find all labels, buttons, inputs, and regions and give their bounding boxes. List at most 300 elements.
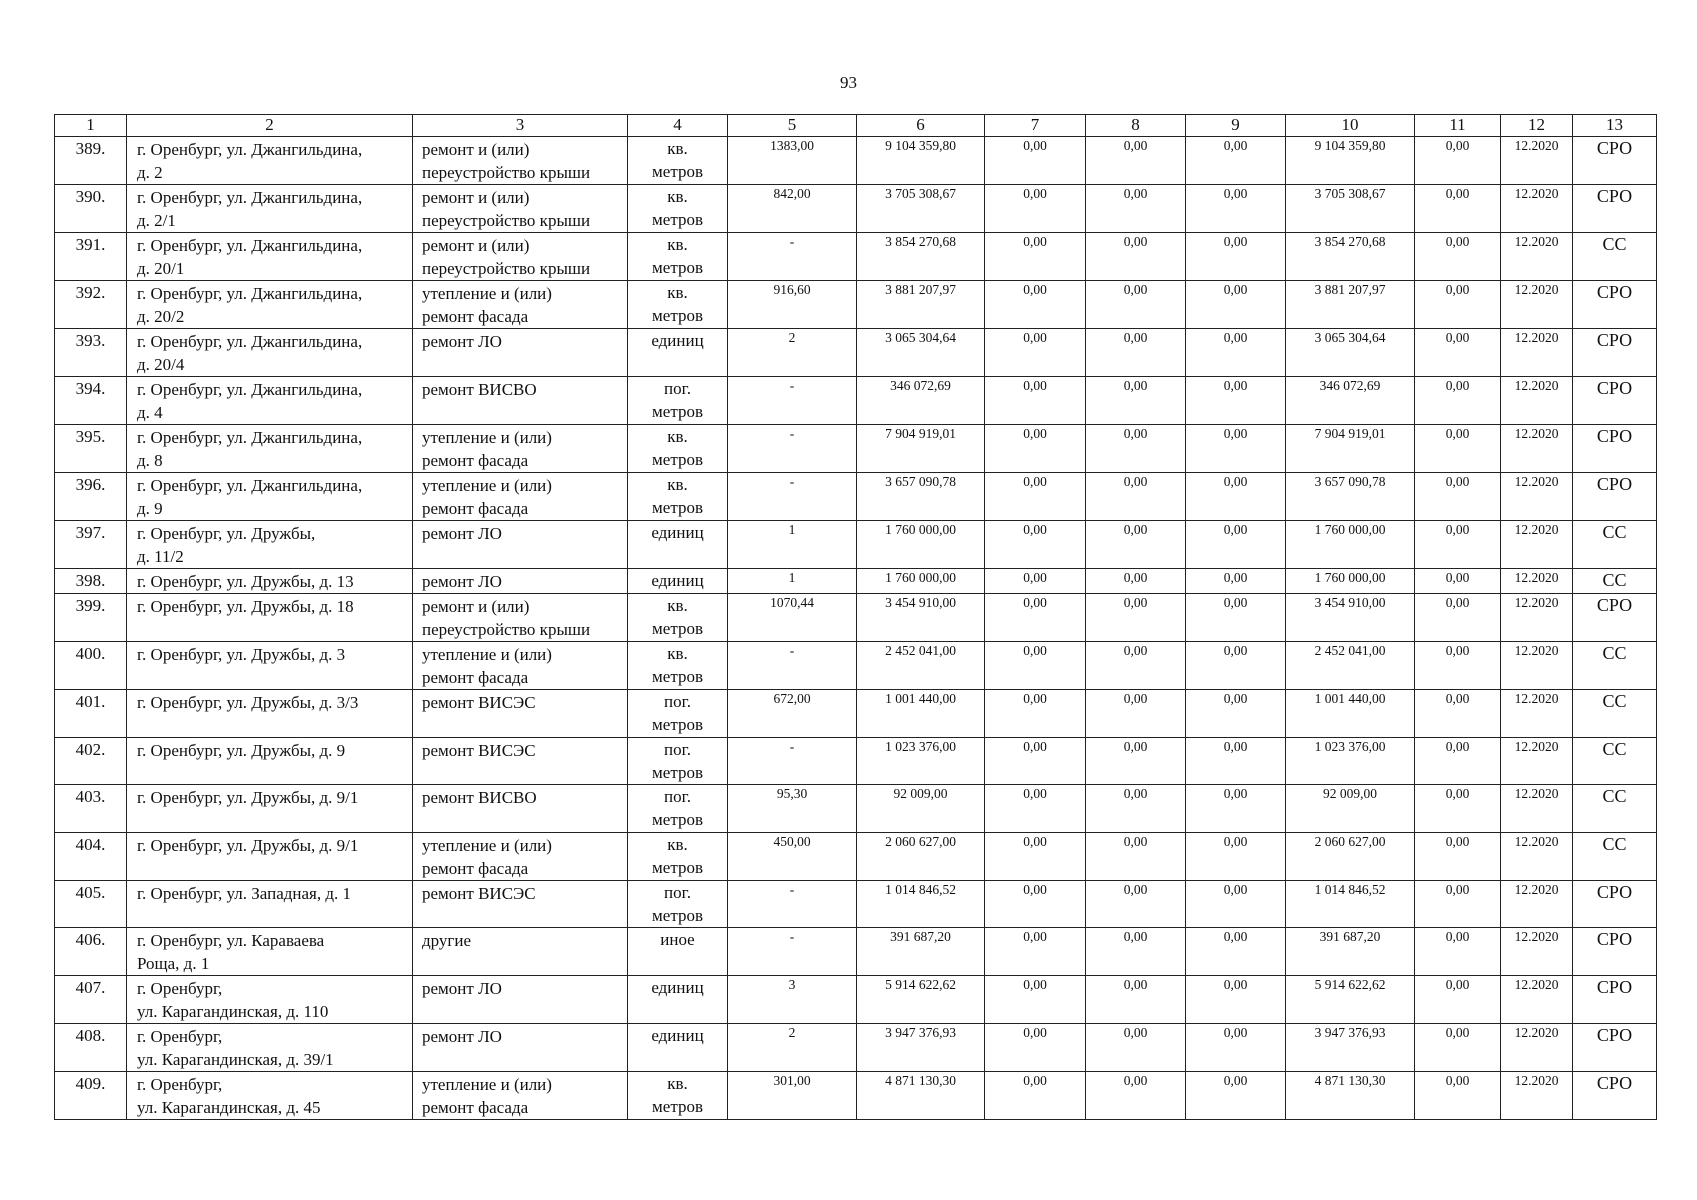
row-number: 392.: [55, 281, 127, 329]
work-type-cell: ремонт ВИСЭС: [413, 690, 628, 738]
volume-cell: 1070,44: [728, 594, 857, 642]
total-cost-cell: 1 760 000,00: [857, 569, 985, 594]
fund-cost-cell: 2 452 041,00: [1286, 642, 1415, 690]
value-cell: 0,00: [1086, 233, 1186, 281]
value-cell: 0,00: [1186, 521, 1286, 569]
value-cell: 0,00: [1086, 880, 1186, 928]
column-header: 5: [728, 115, 857, 137]
value-cell: 0,00: [1415, 281, 1501, 329]
unit-cell: единиц: [628, 976, 728, 1024]
deadline-cell: 12.2020: [1501, 690, 1573, 738]
address-cell: г. Оренбург, ул. Западная, д. 1: [127, 880, 413, 928]
deadline-cell: 12.2020: [1501, 521, 1573, 569]
fund-cost-cell: 1 760 000,00: [1286, 521, 1415, 569]
value-cell: 0,00: [1186, 1072, 1286, 1120]
volume-cell: 3: [728, 976, 857, 1024]
value-cell: 0,00: [1186, 737, 1286, 785]
value-cell: 0,00: [985, 832, 1086, 880]
table-body: [55, 137, 1657, 1120]
row-number: 400.: [55, 642, 127, 690]
value-cell: 0,00: [985, 737, 1086, 785]
work-type-cell: ремонт и (или) переустройство крыши: [413, 594, 628, 642]
deadline-cell: 12.2020: [1501, 785, 1573, 833]
column-header: 6: [857, 115, 985, 137]
deadline-cell: 12.2020: [1501, 1072, 1573, 1120]
deadline-cell: 12.2020: [1501, 569, 1573, 594]
work-type-cell: ремонт ЛО: [413, 976, 628, 1024]
work-type-cell: утепление и (или) ремонт фасада: [413, 473, 628, 521]
value-cell: 0,00: [1086, 281, 1186, 329]
table-row: [55, 137, 1657, 185]
fund-cost-cell: 5 914 622,62: [1286, 976, 1415, 1024]
row-number: 396.: [55, 473, 127, 521]
value-cell: 0,00: [1086, 473, 1186, 521]
volume-cell: 2: [728, 329, 857, 377]
table-row: [55, 785, 1657, 833]
total-cost-cell: 7 904 919,01: [857, 425, 985, 473]
value-cell: 0,00: [1415, 233, 1501, 281]
table-row: [55, 185, 1657, 233]
column-header: 9: [1186, 115, 1286, 137]
table-row: [55, 594, 1657, 642]
row-number: 404.: [55, 832, 127, 880]
value-cell: 0,00: [1186, 473, 1286, 521]
table-row: [55, 642, 1657, 690]
value-cell: 0,00: [1086, 594, 1186, 642]
value-cell: 0,00: [1086, 1024, 1186, 1072]
total-cost-cell: 3 947 376,93: [857, 1024, 985, 1072]
address-cell: г. Оренбург, ул. Джангильдина, д. 20/1: [127, 233, 413, 281]
value-cell: 0,00: [1415, 976, 1501, 1024]
unit-cell: кв. метров: [628, 425, 728, 473]
table-row: [55, 690, 1657, 738]
unit-cell: единиц: [628, 521, 728, 569]
source-cell: СРО: [1573, 377, 1657, 425]
total-cost-cell: 3 454 910,00: [857, 594, 985, 642]
address-cell: г. Оренбург, ул. Карагандинская, д. 39/1: [127, 1024, 413, 1072]
table-row: [55, 473, 1657, 521]
value-cell: 0,00: [1186, 785, 1286, 833]
unit-cell: пог. метров: [628, 690, 728, 738]
fund-cost-cell: 3 065 304,64: [1286, 329, 1415, 377]
volume-cell: 1: [728, 569, 857, 594]
row-number: 391.: [55, 233, 127, 281]
deadline-cell: 12.2020: [1501, 281, 1573, 329]
address-cell: г. Оренбург, ул. Джангильдина, д. 4: [127, 377, 413, 425]
value-cell: 0,00: [985, 976, 1086, 1024]
source-cell: СРО: [1573, 473, 1657, 521]
value-cell: 0,00: [1415, 185, 1501, 233]
value-cell: 0,00: [1086, 690, 1186, 738]
source-cell: СРО: [1573, 425, 1657, 473]
source-cell: СРО: [1573, 281, 1657, 329]
value-cell: 0,00: [985, 425, 1086, 473]
value-cell: 0,00: [1086, 329, 1186, 377]
address-cell: г. Оренбург, ул. Джангильдина, д. 20/2: [127, 281, 413, 329]
column-header: 13: [1573, 115, 1657, 137]
source-cell: СС: [1573, 785, 1657, 833]
deadline-cell: 12.2020: [1501, 233, 1573, 281]
unit-cell: единиц: [628, 569, 728, 594]
source-cell: СРО: [1573, 1024, 1657, 1072]
volume-cell: 2: [728, 1024, 857, 1072]
value-cell: 0,00: [1086, 521, 1186, 569]
value-cell: 0,00: [1086, 976, 1186, 1024]
work-type-cell: утепление и (или) ремонт фасада: [413, 1072, 628, 1120]
value-cell: 0,00: [985, 594, 1086, 642]
total-cost-cell: 3 881 207,97: [857, 281, 985, 329]
value-cell: 0,00: [1186, 1024, 1286, 1072]
table-row: [55, 377, 1657, 425]
value-cell: 0,00: [1186, 329, 1286, 377]
volume-cell: -: [728, 928, 857, 976]
source-cell: СС: [1573, 521, 1657, 569]
source-cell: СРО: [1573, 976, 1657, 1024]
value-cell: 0,00: [1086, 137, 1186, 185]
address-cell: г. Оренбург, ул. Дружбы, д. 3: [127, 642, 413, 690]
value-cell: 0,00: [1415, 690, 1501, 738]
row-number: 398.: [55, 569, 127, 594]
fund-cost-cell: 1 001 440,00: [1286, 690, 1415, 738]
unit-cell: кв. метров: [628, 185, 728, 233]
address-cell: г. Оренбург, ул. Дружбы, д. 11/2: [127, 521, 413, 569]
work-type-cell: ремонт ВИСЭС: [413, 737, 628, 785]
value-cell: 0,00: [1415, 832, 1501, 880]
source-cell: СС: [1573, 737, 1657, 785]
value-cell: 0,00: [1415, 569, 1501, 594]
value-cell: 0,00: [1415, 1024, 1501, 1072]
value-cell: 0,00: [1415, 473, 1501, 521]
unit-cell: кв. метров: [628, 281, 728, 329]
unit-cell: пог. метров: [628, 785, 728, 833]
address-cell: г. Оренбург, ул. Карагандинская, д. 110: [127, 976, 413, 1024]
repair-schedule-table: [54, 114, 1657, 1120]
column-header: 12: [1501, 115, 1573, 137]
address-cell: г. Оренбург, ул. Дружбы, д. 18: [127, 594, 413, 642]
value-cell: 0,00: [1186, 569, 1286, 594]
row-number: 399.: [55, 594, 127, 642]
value-cell: 0,00: [985, 377, 1086, 425]
value-cell: 0,00: [1415, 928, 1501, 976]
row-number: 395.: [55, 425, 127, 473]
total-cost-cell: 4 871 130,30: [857, 1072, 985, 1120]
fund-cost-cell: 2 060 627,00: [1286, 832, 1415, 880]
fund-cost-cell: 3 657 090,78: [1286, 473, 1415, 521]
deadline-cell: 12.2020: [1501, 928, 1573, 976]
value-cell: 0,00: [1186, 377, 1286, 425]
value-cell: 0,00: [985, 185, 1086, 233]
column-header: 11: [1415, 115, 1501, 137]
value-cell: 0,00: [985, 642, 1086, 690]
address-cell: г. Оренбург, ул. Дружбы, д. 9/1: [127, 785, 413, 833]
address-cell: г. Оренбург, ул. Караваева Роща, д. 1: [127, 928, 413, 976]
volume-cell: -: [728, 880, 857, 928]
value-cell: 0,00: [1415, 521, 1501, 569]
table-row: [55, 880, 1657, 928]
source-cell: СРО: [1573, 928, 1657, 976]
page-number: 93: [840, 73, 857, 92]
volume-cell: 1: [728, 521, 857, 569]
source-cell: СС: [1573, 233, 1657, 281]
fund-cost-cell: 3 854 270,68: [1286, 233, 1415, 281]
value-cell: 0,00: [1415, 880, 1501, 928]
column-header: 3: [413, 115, 628, 137]
total-cost-cell: 3 065 304,64: [857, 329, 985, 377]
work-type-cell: ремонт ВИСЭС: [413, 880, 628, 928]
table-row: [55, 233, 1657, 281]
fund-cost-cell: 1 760 000,00: [1286, 569, 1415, 594]
value-cell: 0,00: [1415, 1072, 1501, 1120]
unit-cell: кв. метров: [628, 233, 728, 281]
unit-cell: единиц: [628, 329, 728, 377]
row-number: 389.: [55, 137, 127, 185]
unit-cell: кв. метров: [628, 642, 728, 690]
value-cell: 0,00: [1086, 642, 1186, 690]
work-type-cell: ремонт ЛО: [413, 521, 628, 569]
unit-cell: кв. метров: [628, 594, 728, 642]
source-cell: СРО: [1573, 329, 1657, 377]
source-cell: СРО: [1573, 880, 1657, 928]
value-cell: 0,00: [1186, 928, 1286, 976]
fund-cost-cell: 346 072,69: [1286, 377, 1415, 425]
volume-cell: -: [728, 377, 857, 425]
work-type-cell: ремонт ВИСВО: [413, 377, 628, 425]
column-header: 4: [628, 115, 728, 137]
value-cell: 0,00: [1086, 737, 1186, 785]
value-cell: 0,00: [985, 785, 1086, 833]
value-cell: 0,00: [1415, 737, 1501, 785]
table-row: [55, 1072, 1657, 1120]
row-number: 406.: [55, 928, 127, 976]
row-number: 402.: [55, 737, 127, 785]
row-number: 403.: [55, 785, 127, 833]
volume-cell: -: [728, 737, 857, 785]
address-cell: г. Оренбург, ул. Дружбы, д. 9/1: [127, 832, 413, 880]
value-cell: 0,00: [985, 281, 1086, 329]
value-cell: 0,00: [985, 137, 1086, 185]
value-cell: 0,00: [985, 690, 1086, 738]
value-cell: 0,00: [1086, 928, 1186, 976]
work-type-cell: ремонт и (или) переустройство крыши: [413, 233, 628, 281]
fund-cost-cell: 4 871 130,30: [1286, 1072, 1415, 1120]
unit-cell: кв. метров: [628, 473, 728, 521]
value-cell: 0,00: [1186, 281, 1286, 329]
address-cell: г. Оренбург, ул. Дружбы, д. 9: [127, 737, 413, 785]
header-row: [55, 115, 1657, 137]
work-type-cell: другие: [413, 928, 628, 976]
unit-cell: иное: [628, 928, 728, 976]
deadline-cell: 12.2020: [1501, 377, 1573, 425]
deadline-cell: 12.2020: [1501, 329, 1573, 377]
table-row: [55, 569, 1657, 594]
value-cell: 0,00: [1186, 185, 1286, 233]
value-cell: 0,00: [1415, 594, 1501, 642]
address-cell: г. Оренбург, ул. Дружбы, д. 3/3: [127, 690, 413, 738]
work-type-cell: ремонт ЛО: [413, 1024, 628, 1072]
value-cell: 0,00: [985, 569, 1086, 594]
unit-cell: пог. метров: [628, 377, 728, 425]
row-number: 408.: [55, 1024, 127, 1072]
work-type-cell: ремонт ЛО: [413, 569, 628, 594]
fund-cost-cell: 92 009,00: [1286, 785, 1415, 833]
fund-cost-cell: 9 104 359,80: [1286, 137, 1415, 185]
volume-cell: 916,60: [728, 281, 857, 329]
fund-cost-cell: 3 705 308,67: [1286, 185, 1415, 233]
volume-cell: -: [728, 425, 857, 473]
address-cell: г. Оренбург, ул. Дружбы, д. 13: [127, 569, 413, 594]
value-cell: 0,00: [1086, 377, 1186, 425]
unit-cell: кв. метров: [628, 832, 728, 880]
column-header: 8: [1086, 115, 1186, 137]
table-row: [55, 281, 1657, 329]
deadline-cell: 12.2020: [1501, 425, 1573, 473]
table-row: [55, 976, 1657, 1024]
total-cost-cell: 2 060 627,00: [857, 832, 985, 880]
table-row: [55, 737, 1657, 785]
volume-cell: 95,30: [728, 785, 857, 833]
value-cell: 0,00: [985, 233, 1086, 281]
row-number: 407.: [55, 976, 127, 1024]
table-row: [55, 521, 1657, 569]
unit-cell: пог. метров: [628, 880, 728, 928]
total-cost-cell: 1 023 376,00: [857, 737, 985, 785]
value-cell: 0,00: [1415, 329, 1501, 377]
source-cell: СС: [1573, 642, 1657, 690]
deadline-cell: 12.2020: [1501, 832, 1573, 880]
value-cell: 0,00: [1415, 425, 1501, 473]
address-cell: г. Оренбург, ул. Джангильдина, д. 8: [127, 425, 413, 473]
row-number: 394.: [55, 377, 127, 425]
address-cell: г. Оренбург, ул. Джангильдина, д. 9: [127, 473, 413, 521]
table-row: [55, 425, 1657, 473]
value-cell: 0,00: [985, 928, 1086, 976]
address-cell: г. Оренбург, ул. Джангильдина, д. 2: [127, 137, 413, 185]
work-type-cell: утепление и (или) ремонт фасада: [413, 281, 628, 329]
fund-cost-cell: 1 014 846,52: [1286, 880, 1415, 928]
volume-cell: -: [728, 642, 857, 690]
row-number: 390.: [55, 185, 127, 233]
value-cell: 0,00: [1086, 832, 1186, 880]
work-type-cell: утепление и (или) ремонт фасада: [413, 642, 628, 690]
total-cost-cell: 3 854 270,68: [857, 233, 985, 281]
deadline-cell: 12.2020: [1501, 1024, 1573, 1072]
value-cell: 0,00: [1415, 137, 1501, 185]
value-cell: 0,00: [985, 329, 1086, 377]
value-cell: 0,00: [985, 880, 1086, 928]
value-cell: 0,00: [1186, 690, 1286, 738]
value-cell: 0,00: [1186, 880, 1286, 928]
unit-cell: единиц: [628, 1024, 728, 1072]
deadline-cell: 12.2020: [1501, 594, 1573, 642]
value-cell: 0,00: [1086, 425, 1186, 473]
unit-cell: кв. метров: [628, 137, 728, 185]
source-cell: СС: [1573, 690, 1657, 738]
source-cell: СРО: [1573, 137, 1657, 185]
source-cell: СРО: [1573, 185, 1657, 233]
value-cell: 0,00: [1186, 976, 1286, 1024]
volume-cell: 450,00: [728, 832, 857, 880]
deadline-cell: 12.2020: [1501, 642, 1573, 690]
source-cell: СС: [1573, 569, 1657, 594]
column-header: 10: [1286, 115, 1415, 137]
table-row: [55, 1024, 1657, 1072]
work-type-cell: утепление и (или) ремонт фасада: [413, 425, 628, 473]
source-cell: СС: [1573, 832, 1657, 880]
source-cell: СРО: [1573, 1072, 1657, 1120]
total-cost-cell: 391 687,20: [857, 928, 985, 976]
value-cell: 0,00: [1186, 642, 1286, 690]
address-cell: г. Оренбург, ул. Джангильдина, д. 20/4: [127, 329, 413, 377]
total-cost-cell: 9 104 359,80: [857, 137, 985, 185]
total-cost-cell: 3 657 090,78: [857, 473, 985, 521]
total-cost-cell: 1 014 846,52: [857, 880, 985, 928]
value-cell: 0,00: [1415, 642, 1501, 690]
volume-cell: -: [728, 473, 857, 521]
total-cost-cell: 5 914 622,62: [857, 976, 985, 1024]
value-cell: 0,00: [985, 1072, 1086, 1120]
value-cell: 0,00: [1186, 594, 1286, 642]
row-number: 401.: [55, 690, 127, 738]
value-cell: 0,00: [1086, 785, 1186, 833]
deadline-cell: 12.2020: [1501, 473, 1573, 521]
table-row: [55, 832, 1657, 880]
value-cell: 0,00: [1415, 377, 1501, 425]
value-cell: 0,00: [1186, 137, 1286, 185]
column-header: 7: [985, 115, 1086, 137]
work-type-cell: ремонт и (или) переустройство крыши: [413, 137, 628, 185]
deadline-cell: 12.2020: [1501, 137, 1573, 185]
value-cell: 0,00: [985, 1024, 1086, 1072]
total-cost-cell: 92 009,00: [857, 785, 985, 833]
row-number: 397.: [55, 521, 127, 569]
column-header: 2: [127, 115, 413, 137]
value-cell: 0,00: [1186, 233, 1286, 281]
value-cell: 0,00: [985, 473, 1086, 521]
deadline-cell: 12.2020: [1501, 737, 1573, 785]
total-cost-cell: 1 760 000,00: [857, 521, 985, 569]
fund-cost-cell: 7 904 919,01: [1286, 425, 1415, 473]
fund-cost-cell: 3 454 910,00: [1286, 594, 1415, 642]
unit-cell: кв. метров: [628, 1072, 728, 1120]
work-type-cell: ремонт и (или) переустройство крыши: [413, 185, 628, 233]
fund-cost-cell: 391 687,20: [1286, 928, 1415, 976]
total-cost-cell: 3 705 308,67: [857, 185, 985, 233]
fund-cost-cell: 1 023 376,00: [1286, 737, 1415, 785]
deadline-cell: 12.2020: [1501, 880, 1573, 928]
volume-cell: 842,00: [728, 185, 857, 233]
value-cell: 0,00: [1086, 569, 1186, 594]
row-number: 393.: [55, 329, 127, 377]
value-cell: 0,00: [985, 521, 1086, 569]
address-cell: г. Оренбург, ул. Джангильдина, д. 2/1: [127, 185, 413, 233]
total-cost-cell: 2 452 041,00: [857, 642, 985, 690]
value-cell: 0,00: [1415, 785, 1501, 833]
column-header: 1: [55, 115, 127, 137]
work-type-cell: ремонт ВИСВО: [413, 785, 628, 833]
volume-cell: 1383,00: [728, 137, 857, 185]
total-cost-cell: 1 001 440,00: [857, 690, 985, 738]
row-number: 405.: [55, 880, 127, 928]
unit-cell: пог. метров: [628, 737, 728, 785]
value-cell: 0,00: [1086, 1072, 1186, 1120]
deadline-cell: 12.2020: [1501, 185, 1573, 233]
table-row: [55, 329, 1657, 377]
volume-cell: 301,00: [728, 1072, 857, 1120]
row-number: 409.: [55, 1072, 127, 1120]
volume-cell: 672,00: [728, 690, 857, 738]
source-cell: СРО: [1573, 594, 1657, 642]
volume-cell: -: [728, 233, 857, 281]
